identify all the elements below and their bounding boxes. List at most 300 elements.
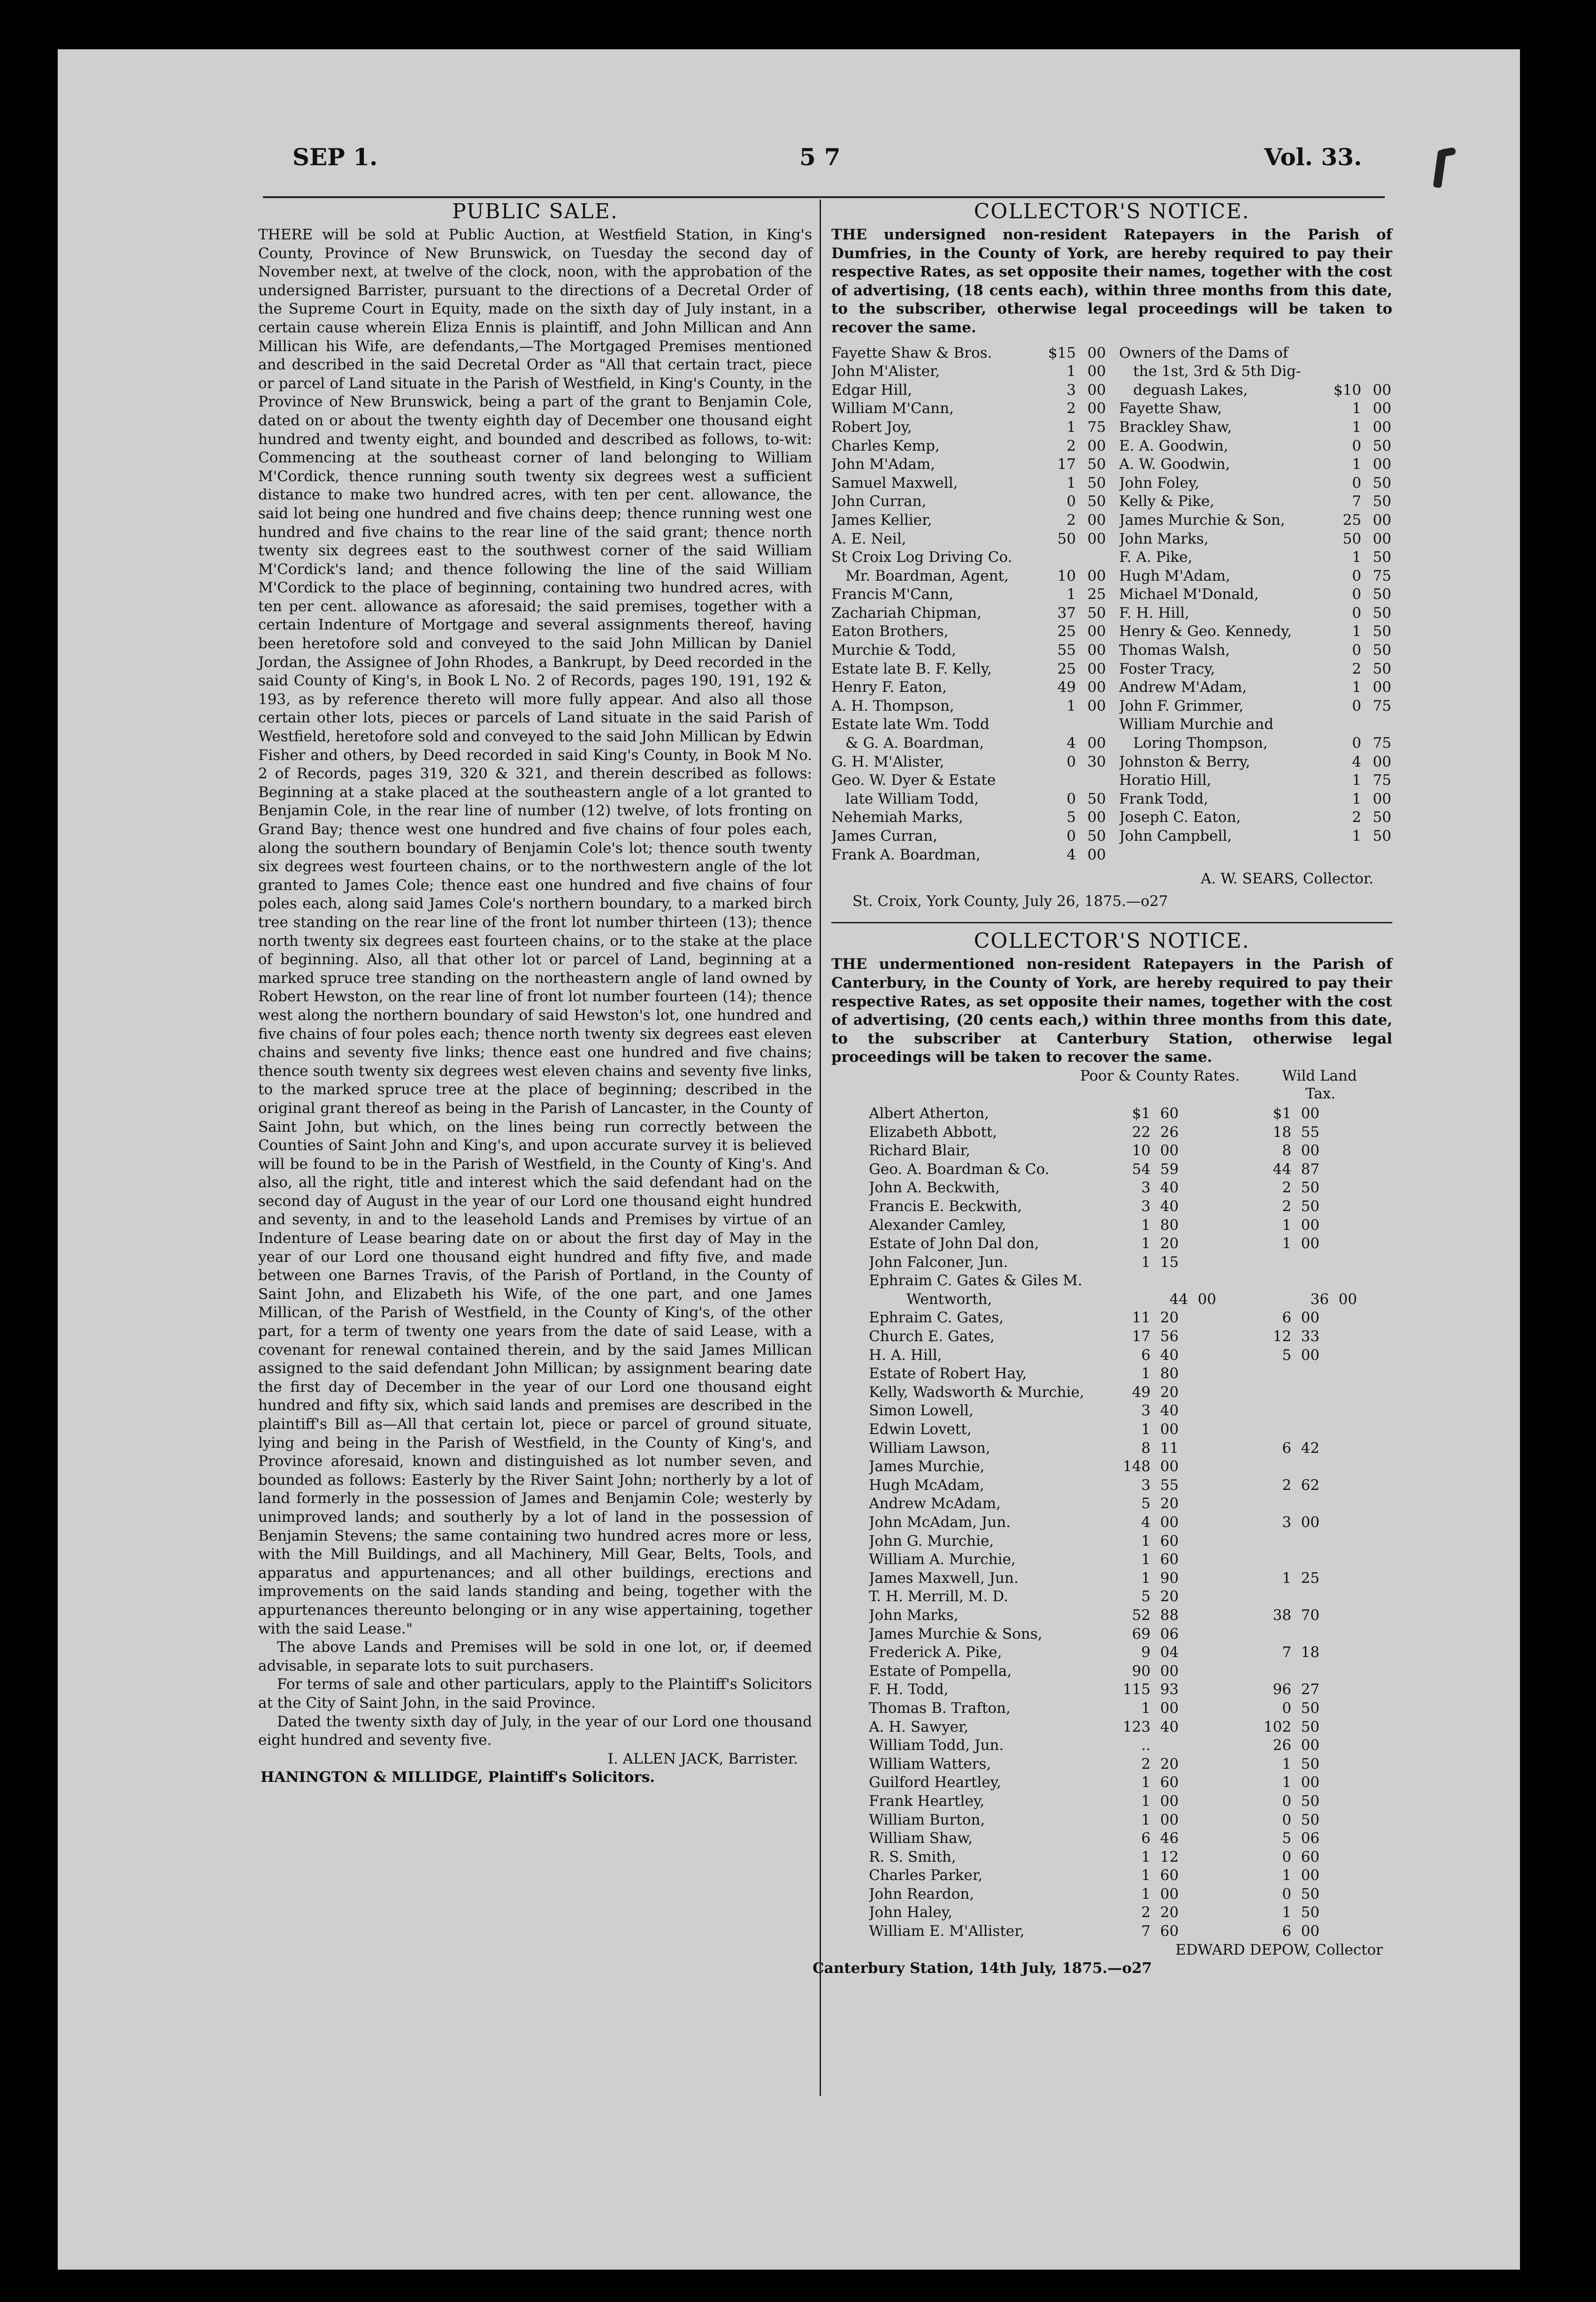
list-item — [831, 697, 1106, 716]
ratepayer-name: William Lawson, — [869, 1439, 990, 1457]
list-item — [1119, 530, 1391, 549]
poor-rate-dollars: 1 — [1141, 1421, 1151, 1438]
ratepayer-name: John Falconer, Jun. — [869, 1253, 1008, 1271]
rate-dollars — [1043, 715, 1076, 734]
land-tax-dollars: 1 — [1282, 1904, 1291, 1921]
land-tax-dollars: 102 — [1263, 1718, 1291, 1735]
rate-cents: 50 — [1373, 493, 1391, 510]
table-row — [869, 1235, 1392, 1253]
poor-rate-cents: 00 — [1160, 1142, 1179, 1159]
public-sale-body: THERE will be sold at Public Auction, at Westfield Station, in King's County, Province of New Brunswick, on Tuesday the second day of November next, at twelve of the clock, noon, with the approbation of the undersigned Barrister, pursuant to the directions of a Decretal Order of the Supreme Court in Equity, made on the sixth day of July instant, in a certain cause wherein Eliza Ennis is plaintiff, and John Millican and Ann Millican his Wife, are defendants,—The Mortgaged Premises mentioned and described in the said Decretal Order as "All that certain tract, piece or parcel of Land situate in the Parish of Westfield, in King's County, in the Province of New Brunswick, being a part of the grant to Benjamin Cole, dated on or about the twenty eighth day of December one thousand eight hundred and twenty eight, and bounded and described as follows, to-wit: Commencing at the southeast corner of land belonging to William M'Cordick, thence running south twenty six degrees west a sufficient distance to make two hundred acres, with ten per cent. allowance, the said lot being one hundred and five chains deep; thence running west one hundred and five chains to the rear line of the said grant; thence north twenty six degrees east to the southwest corner of the said William M'Cordick's land; and thence following the line of the said William M'Cordick to the place of beginning, containing two hundred acres, with ten per cent. allowance as aforesaid; the said premises, together with a certain Indenture of Mortgage and several assignments thereof, having been heretofore sold and conveyed to the said John Millican by Daniel Jordan, the Assignee of John Rhodes, a Bankrupt, by Deed recorded in the said County of King's, in Book L No. 2 of Records, pages 190, 191, 192 & 193, as by reference thereto will more fully appear. And also all those certain other lots, pieces or parcels of Land situate in the said Parish of Westfield, heretofore sold and conveyed to the said John Millican by Edwin Fisher and others, by Deed recorded in said King's County, in Book M No. 2 of Records, pages 319, 320 & 321, and therein described as follows: Beginning at a stake placed at the southeastern angle of a lot granted to Benjamin Cole, in the rear line of number (12) twelve, of lots fronting on Grand Bay; thence west one hundred and five chains of four poles each, along the southern boundary of Benjamin Cole's lot; thence south twenty six degrees west fourteen chains, or to the northwestern angle of the lot granted to James Cole; thence east one hundred and five chains of four poles each, along said James Cole's northern boundary, to a marked birch tree standing on the rear line of the front lot number thirteen (13); thence north twenty six degrees east fourteen chains, or to the stake at the place of beginning. Also, all that other lot or parcel of Land, beginning at a marked spruce tree standing on the northeastern angle of land owned by Robert Hewston, on the rear line of front lot number fourteen (14); thence west along the northern boundary of said Hewston's lot, one hundred and five chains of four poles each; thence north twenty six degrees east eleven chains and seventy five links; thence east one hundred and five chains; thence south twenty six degrees west eleven chains and seventy five links, to the marked spruce tree at the place of beginning; described in the original grant thereof as being in the Parish of Lancaster, in the County of Saint John, but which, on the lines being run correctly between the Counties of Saint John and King's, and upon accurate survey it is believed will be found to be in the Parish of Westfield, in the County of King's. And also, all the right, title and interest which the said defendant had on the second day of August in the year of our Lord one thousand eight hundred and seventy, in and to the leasehold Lands and Premises by virtue of an Indenture of Lease bearing date on or about the first day of May in the year of our Lord one thousand eight hundred and fifty five, and made between one Barnes Travis, of the Parish of Portland, in the County of Saint John, and Elizabeth his Wife, of the one part, and one James Millican, of the Parish of Westfield, in the County of King's, of the other part, for a term of twenty one years from the date of said Lease, with a covenant for renewal contained therein, and by the said James Millican assigned to the said defendant John Millican; by assignment bearing date the first day of December in the year of our Lord one thousand eight hundred and fifty six, which said lands and premises are described in the plaintiff's Bill as—All that certain lot, piece or parcel of ground situate, lying and being in the Parish of Westfield, in the County of King's, and Province aforesaid, known and distinguished as lot number seven, and bounded as follows: Easterly by the River Saint John; northerly by a lot of land formerly in the possession of James and Benjamin Cole; westerly by unimproved lands; and southerly by a lot of land in the possession of Benjamin Stevens; the same containing two hundred acres more or less, with the Mill Buildings, and all Machinery, Mill Gear, Belts, Tools, and apparatus and appurtenances; and all other buildings, erections and improvements on the said lands standing and being, together with the appurtenances thereunto belonging or in any wise appertaining, together with the said Lease." — [258, 226, 812, 1637]
newspaper-page — [58, 49, 1520, 2270]
table-row — [869, 1346, 1392, 1365]
ratepayer-name: Thomas Walsh, — [1119, 642, 1230, 659]
poor-rate-cents: 04 — [1160, 1644, 1179, 1661]
land-tax-cents: 50 — [1301, 1179, 1320, 1197]
list-item — [1119, 492, 1391, 511]
list-item — [831, 344, 1106, 363]
rate-dollars: 17 — [1057, 456, 1076, 473]
rate-dollars: 1 — [1352, 418, 1361, 436]
ratepayer-name: Francis E. Beckwith, — [869, 1197, 1022, 1215]
list-item — [1119, 344, 1391, 363]
poor-rate-dollars: 1 — [1141, 1569, 1151, 1587]
table-row — [869, 1922, 1392, 1941]
land-tax-dollars: 1 — [1282, 1755, 1291, 1773]
poor-rate-dollars: .. — [1141, 1737, 1151, 1754]
land-tax-cents: 62 — [1301, 1476, 1320, 1494]
land-tax-dollars — [1179, 1383, 1291, 1402]
poor-rate-cents: 55 — [1160, 1476, 1179, 1494]
poor-rate-cents: 00 — [1160, 1458, 1179, 1475]
poor-rate-dollars: 3 — [1141, 1476, 1151, 1494]
table-row — [869, 1123, 1392, 1142]
list-item — [831, 678, 1106, 697]
ratepayer-name: William Burton, — [869, 1811, 985, 1828]
rate-dollars — [1043, 548, 1076, 567]
land-tax-dollars: 8 — [1282, 1142, 1291, 1159]
land-tax-cents: 00 — [1301, 1216, 1320, 1234]
list-item — [831, 790, 1106, 809]
list-item — [1119, 437, 1391, 456]
poor-rate-dollars: 1 — [1141, 1699, 1151, 1717]
rate-dollars: 0 — [1352, 437, 1361, 454]
list-item — [831, 418, 1106, 437]
list-item — [831, 511, 1106, 530]
poor-rate-dollars: 1 — [1141, 1867, 1151, 1884]
ratepayer-name: & G. A. Boardman, — [845, 735, 984, 752]
land-tax-dollars: 6 — [1282, 1439, 1291, 1457]
dumfries-list-left — [831, 344, 1106, 865]
list-item — [1119, 418, 1391, 437]
land-tax-cents: 60 — [1301, 1848, 1320, 1865]
land-tax-cents: 25 — [1301, 1569, 1320, 1587]
table-row — [869, 1866, 1392, 1885]
rate-cents: 00 — [1373, 530, 1391, 547]
poor-rate-cents: 56 — [1160, 1328, 1179, 1345]
poor-rate-cents: 11 — [1160, 1439, 1179, 1457]
ratepayer-name: Frank Todd, — [1119, 790, 1208, 807]
poor-rate-dollars: 9 — [1141, 1644, 1151, 1661]
table-row — [869, 1272, 1392, 1290]
poor-rate-cents: 20 — [1160, 1309, 1179, 1327]
ratepayer-name: John McAdam, Jun. — [869, 1514, 1011, 1531]
poor-rate-cents: 20 — [1160, 1495, 1179, 1512]
rate-cents — [1076, 548, 1106, 567]
rate-cents: 00 — [1087, 530, 1106, 547]
ratepayer-name: William Murchie and — [1119, 716, 1274, 733]
table-row — [869, 1755, 1392, 1774]
list-item — [1119, 474, 1391, 493]
land-tax-dollars: 0 — [1282, 1792, 1291, 1810]
ratepayer-name: F. A. Pike, — [1119, 549, 1193, 566]
poor-rate-dollars: 11 — [1132, 1309, 1151, 1327]
ratepayer-name: Michael M'Donald, — [1119, 586, 1259, 603]
public-sale-terms: For terms of sale and other particulars, apply to the Plaintiff's Solicitors at the City of Saint John, in the said Province. — [258, 1676, 812, 1711]
table-row — [869, 1848, 1392, 1867]
ratepayer-name: Alexander Camley, — [869, 1216, 1006, 1234]
ratepayer-name: A. W. Goodwin, — [1119, 456, 1230, 473]
poor-rate-dollars: 69 — [1132, 1625, 1151, 1642]
land-tax-cents: 06 — [1301, 1830, 1320, 1847]
rate-cents: 50 — [1087, 604, 1106, 622]
land-tax-cents — [1291, 1420, 1320, 1439]
ratepayer-name: Loring Thompson, — [1133, 735, 1268, 752]
table-row — [869, 1105, 1392, 1123]
list-item — [1119, 362, 1391, 381]
poor-rate-cents: 00 — [1160, 1885, 1179, 1903]
poor-rate-dollars: 148 — [1122, 1458, 1151, 1475]
rate-dollars: 0 — [1352, 735, 1361, 752]
poor-rate-cents: 00 — [1160, 1699, 1179, 1717]
rate-cents: 00 — [1087, 660, 1106, 677]
rate-cents: 50 — [1373, 623, 1391, 640]
ratepayer-name: Francis M'Cann, — [831, 586, 954, 603]
rate-cents: 00 — [1373, 790, 1391, 807]
poor-rate-dollars: 6 — [1141, 1830, 1151, 1847]
rate-dollars: 2 — [1352, 660, 1361, 677]
list-item — [831, 753, 1106, 772]
rate-cents: 00 — [1087, 846, 1106, 863]
land-tax-dollars — [1179, 1365, 1291, 1383]
poor-rate-cents: 60 — [1160, 1923, 1179, 1940]
dumfries-dateline: St. Croix, York County, July 26, 1875.—o27 — [852, 892, 1168, 910]
ratepayer-name: Estate late Wm. Todd — [831, 716, 990, 733]
ratepayer-name: Ephraim C. Gates & Giles M. — [869, 1272, 1082, 1289]
poor-rate-cents: 60 — [1160, 1774, 1179, 1791]
table-row — [869, 1718, 1392, 1737]
rate-dollars: 1 — [1067, 363, 1076, 380]
header-volume: Vol. 33. — [1264, 143, 1362, 171]
ratepayer-name: Henry F. Eaton, — [831, 679, 947, 696]
list-item — [1119, 399, 1391, 418]
poor-rate-cents: 60 — [1160, 1867, 1179, 1884]
land-tax-dollars — [1179, 1625, 1291, 1644]
rate-dollars: 4 — [1067, 735, 1076, 752]
sears-signature: A. W. SEARS, Collector. — [1201, 870, 1373, 888]
land-tax-cents: 50 — [1301, 1718, 1320, 1735]
table-row — [869, 1550, 1392, 1569]
ratepayer-name: Geo. A. Boardman & Co. — [869, 1160, 1050, 1178]
poor-rate-cents: 40 — [1160, 1346, 1179, 1364]
rate-dollars: 55 — [1057, 642, 1076, 659]
rate-dollars: 1 — [1067, 418, 1076, 436]
poor-rate-cents: 40 — [1160, 1179, 1179, 1197]
land-tax-cents: 00 — [1301, 1774, 1320, 1791]
ratepayer-name: Frank A. Boardman, — [831, 846, 981, 863]
land-tax-dollars: 7 — [1282, 1644, 1291, 1661]
rate-dollars: 37 — [1057, 604, 1076, 622]
list-item — [831, 622, 1106, 641]
list-item — [1119, 734, 1391, 753]
land-tax-cents: 00 — [1301, 1309, 1320, 1327]
poor-rate-cents: 00 — [1160, 1421, 1179, 1438]
poor-rate-dollars: $1 — [1132, 1105, 1151, 1122]
list-item — [831, 715, 1106, 734]
poor-rate-dollars: 90 — [1132, 1662, 1151, 1680]
rate-cents: 00 — [1373, 381, 1391, 399]
land-tax-dollars: 0 — [1282, 1885, 1291, 1903]
land-tax-dollars: 0 — [1282, 1699, 1291, 1717]
rate-cents: 75 — [1373, 567, 1391, 584]
land-tax-dollars — [1179, 1662, 1291, 1681]
list-item — [1119, 771, 1391, 790]
ratepayer-name: Horatio Hill, — [1119, 772, 1212, 789]
list-item — [831, 455, 1106, 474]
rate-dollars: 25 — [1343, 511, 1361, 529]
poor-rate-dollars: 1 — [1141, 1532, 1151, 1550]
poor-rate-dollars: 3 — [1141, 1179, 1151, 1197]
rate-dollars: 1 — [1352, 456, 1361, 473]
ratepayer-name: Hugh M'Adam, — [1119, 567, 1230, 584]
ratepayer-name: John M'Alister, — [831, 363, 940, 380]
poor-rate-cents — [1151, 1272, 1179, 1290]
table-row — [869, 1792, 1392, 1811]
ratepayer-name: H. A. Hill, — [869, 1346, 942, 1364]
table-row — [869, 1885, 1392, 1904]
ratepayer-name: Murchie & Todd, — [831, 642, 956, 659]
ratepayer-name: John Marks, — [869, 1606, 959, 1624]
rate-dollars: 50 — [1057, 530, 1076, 547]
rate-cents: 00 — [1087, 809, 1106, 826]
table-row — [869, 1458, 1392, 1476]
canterbury-column-headers — [831, 1067, 1392, 1105]
poor-rate-cents: 20 — [1160, 1235, 1179, 1252]
ratepayer-name: Estate late B. F. Kelly, — [831, 660, 992, 677]
rate-dollars: 0 — [1067, 753, 1076, 770]
rate-cents: 00 — [1087, 381, 1106, 399]
land-tax-dollars: 1 — [1282, 1569, 1291, 1587]
ratepayer-name: St Croix Log Driving Co. — [831, 549, 1013, 566]
land-tax-dollars: 5 — [1282, 1830, 1291, 1847]
ratepayer-name: Guilford Heartley, — [869, 1774, 1001, 1791]
ratepayer-name: John Reardon, — [869, 1885, 974, 1903]
rate-dollars: 0 — [1352, 642, 1361, 659]
table-row — [869, 1179, 1392, 1197]
table-row — [869, 1569, 1392, 1588]
rate-dollars: 0 — [1352, 474, 1361, 491]
header-rule — [263, 196, 1385, 198]
ratepayer-name: Hugh McAdam, — [869, 1476, 984, 1494]
list-item — [1119, 585, 1391, 604]
land-tax-cents: 00 — [1301, 1737, 1320, 1754]
poor-rate-dollars: 2 — [1141, 1904, 1151, 1921]
rate-dollars — [1328, 344, 1361, 363]
poor-rate-dollars: 1 — [1141, 1365, 1151, 1382]
rate-cents — [1361, 715, 1391, 734]
ratepayer-name: R. S. Smith, — [869, 1848, 956, 1865]
land-tax-cents: 00 — [1301, 1105, 1320, 1122]
rate-cents — [1076, 715, 1106, 734]
ratepayer-name: William M'Cann, — [831, 400, 954, 417]
table-row — [869, 1327, 1392, 1346]
rate-dollars: 1 — [1352, 549, 1361, 566]
land-tax-cents: 33 — [1301, 1328, 1320, 1345]
rate-dollars: 1 — [1067, 474, 1076, 491]
ratepayer-name: William Watters, — [869, 1755, 991, 1773]
list-item — [831, 567, 1106, 586]
ratepayer-name: Estate of Pompella, — [869, 1662, 1012, 1680]
ratepayer-name: John Haley, — [869, 1904, 952, 1921]
land-tax-cents: 00 — [1338, 1290, 1357, 1308]
ratepayer-name: Eaton Brothers, — [831, 623, 949, 640]
land-tax-cents — [1291, 1662, 1320, 1681]
rate-dollars: 1 — [1067, 697, 1076, 714]
ratepayer-name: James Murchie & Son, — [1119, 511, 1285, 529]
poor-rate-cents: 93 — [1160, 1681, 1179, 1698]
rate-cents: 00 — [1373, 679, 1391, 696]
ratepayer-name: Thomas B. Trafton, — [869, 1699, 1011, 1717]
ratepayer-name: deguash Lakes, — [1133, 381, 1248, 399]
page-header — [58, 143, 1520, 200]
poor-rate-dollars: 17 — [1132, 1328, 1151, 1345]
list-item — [1119, 808, 1391, 827]
list-item — [1119, 827, 1391, 846]
rate-dollars: 1 — [1352, 828, 1361, 844]
land-tax-cents — [1291, 1550, 1320, 1569]
list-item — [831, 641, 1106, 660]
rate-dollars: 0 — [1067, 493, 1076, 510]
public-sale-lots: The above Lands and Premises will be sold in one lot, or, if deemed advisable, in separate lots to suit purchasers. — [258, 1639, 812, 1674]
land-tax-cents: 55 — [1301, 1123, 1320, 1141]
list-item — [1119, 790, 1391, 809]
table-row — [869, 1903, 1392, 1922]
rate-cents: 75 — [1373, 772, 1391, 789]
ratepayer-name: Ephraim C. Gates, — [869, 1309, 1004, 1327]
ratepayer-name: John M'Adam, — [831, 456, 936, 473]
rate-cents: 50 — [1373, 474, 1391, 491]
list-item — [831, 604, 1106, 623]
land-tax-dollars: 6 — [1282, 1923, 1291, 1940]
rate-dollars: 50 — [1343, 530, 1361, 547]
list-item — [1119, 678, 1391, 697]
canterbury-notice-title: COLLECTOR'S NOTICE. — [974, 929, 1250, 953]
table-row — [869, 1197, 1392, 1216]
poor-rate-cents — [1151, 1736, 1179, 1755]
rate-cents — [1361, 344, 1391, 363]
rate-dollars: 1 — [1352, 400, 1361, 417]
ratepayer-name: Charles Kemp, — [831, 437, 940, 454]
land-tax-cents: 00 — [1301, 1514, 1320, 1531]
table-row — [869, 1216, 1392, 1235]
land-tax-cents: 27 — [1301, 1681, 1320, 1698]
rate-cents: 50 — [1373, 642, 1391, 659]
land-tax-dollars — [1179, 1402, 1291, 1420]
rate-cents: 00 — [1373, 511, 1391, 529]
solicitors-signature: HANINGTON & MILLIDGE, Plaintiff's Solicitors. — [261, 1769, 655, 1786]
rate-cents: 75 — [1373, 735, 1391, 752]
ratepayer-name: Charles Parker, — [869, 1867, 983, 1884]
poor-rate-cents: 26 — [1160, 1123, 1179, 1141]
rate-cents: 75 — [1087, 418, 1106, 436]
list-item — [1119, 604, 1391, 623]
poor-rate-cents: 00 — [1160, 1514, 1179, 1531]
land-tax-dollars: 96 — [1273, 1681, 1291, 1698]
list-item — [831, 827, 1106, 846]
ratepayer-name: Zachariah Chipman, — [831, 604, 982, 622]
public-sale-title: PUBLIC SALE. — [452, 200, 618, 223]
poor-rate-cents: 40 — [1160, 1718, 1179, 1735]
land-tax-dollars: 36 — [1310, 1290, 1329, 1308]
rate-dollars — [1328, 715, 1361, 734]
list-item — [1119, 511, 1391, 530]
land-tax-cents: 50 — [1301, 1699, 1320, 1717]
table-row — [869, 1606, 1392, 1625]
table-row — [869, 1420, 1392, 1439]
ratepayer-name: Estate of John Dal don, — [869, 1235, 1039, 1252]
ratepayer-name: John Campbell, — [1119, 828, 1232, 844]
poor-rate-cents: 00 — [1197, 1290, 1216, 1308]
rate-dollars: 0 — [1352, 604, 1361, 622]
land-tax-dollars: 2 — [1282, 1476, 1291, 1494]
rate-dollars: 2 — [1067, 400, 1076, 417]
table-row — [869, 1643, 1392, 1662]
rate-cents: 50 — [1087, 456, 1106, 473]
rate-cents: 00 — [1087, 400, 1106, 417]
land-tax-cents — [1291, 1532, 1320, 1551]
canterbury-ratepayer-table — [831, 1105, 1392, 1941]
poor-rate-cents: 20 — [1160, 1904, 1179, 1921]
land-tax-dollars: 26 — [1273, 1737, 1291, 1754]
poor-rate-dollars: 4 — [1141, 1514, 1151, 1531]
rate-cents: 50 — [1373, 549, 1391, 566]
rate-cents: 00 — [1373, 418, 1391, 436]
poor-rate-cents: 80 — [1160, 1216, 1179, 1234]
rate-dollars: 0 — [1067, 790, 1076, 807]
ratepayer-name: William Shaw, — [869, 1830, 973, 1847]
land-tax-dollars: 1 — [1282, 1867, 1291, 1884]
list-item — [831, 808, 1106, 827]
ratepayer-name: John A. Beckwith, — [869, 1179, 1000, 1197]
ratepayer-name: John G. Murchie, — [869, 1532, 994, 1550]
land-tax-cents — [1291, 1253, 1320, 1272]
list-item — [1119, 381, 1391, 400]
rate-dollars: 25 — [1057, 623, 1076, 640]
ratepayer-name: John Curran, — [831, 493, 927, 510]
ratepayer-name: E. A. Goodwin, — [1119, 437, 1228, 454]
rate-cents: 50 — [1373, 437, 1391, 454]
ratepayer-name: Joseph C. Eaton, — [1119, 809, 1241, 826]
list-item — [831, 530, 1106, 549]
rate-dollars: $15 — [1048, 344, 1076, 361]
ratepayer-name: Albert Atherton, — [869, 1105, 989, 1122]
land-tax-dollars — [1179, 1588, 1291, 1606]
poor-rate-cents: 15 — [1160, 1253, 1179, 1271]
rate-cents: 00 — [1087, 567, 1106, 584]
rate-dollars: 2 — [1352, 809, 1361, 826]
canterbury-dateline: Canterbury Station, 14th July, 1875.—o27 — [813, 1960, 1152, 1977]
rate-dollars: 1 — [1352, 790, 1361, 807]
rate-cents — [1361, 362, 1391, 381]
ratepayer-name: Kelly, Wadsworth & Murchie, — [869, 1383, 1084, 1401]
land-tax-cents — [1291, 1458, 1320, 1476]
poor-rate-cents: 40 — [1160, 1402, 1179, 1420]
list-item — [1119, 753, 1391, 772]
poor-rate-dollars: 7 — [1141, 1923, 1151, 1940]
ratepayer-name: Fayette Shaw & Bros. — [831, 344, 992, 361]
rate-cents: 50 — [1373, 604, 1391, 622]
rate-dollars: 1 — [1352, 623, 1361, 640]
rate-cents: 00 — [1087, 511, 1106, 529]
rate-cents: 50 — [1087, 474, 1106, 491]
land-tax-dollars — [1179, 1495, 1291, 1513]
land-tax-dollars: 5 — [1282, 1346, 1291, 1364]
header-page-number: 5 7 — [799, 143, 841, 171]
ratepayer-name: William A. Murchie, — [869, 1551, 1016, 1568]
rate-dollars: 2 — [1067, 437, 1076, 454]
table-row — [869, 1439, 1392, 1458]
rate-cents: 00 — [1087, 363, 1106, 380]
land-tax-dollars: 2 — [1282, 1179, 1291, 1197]
